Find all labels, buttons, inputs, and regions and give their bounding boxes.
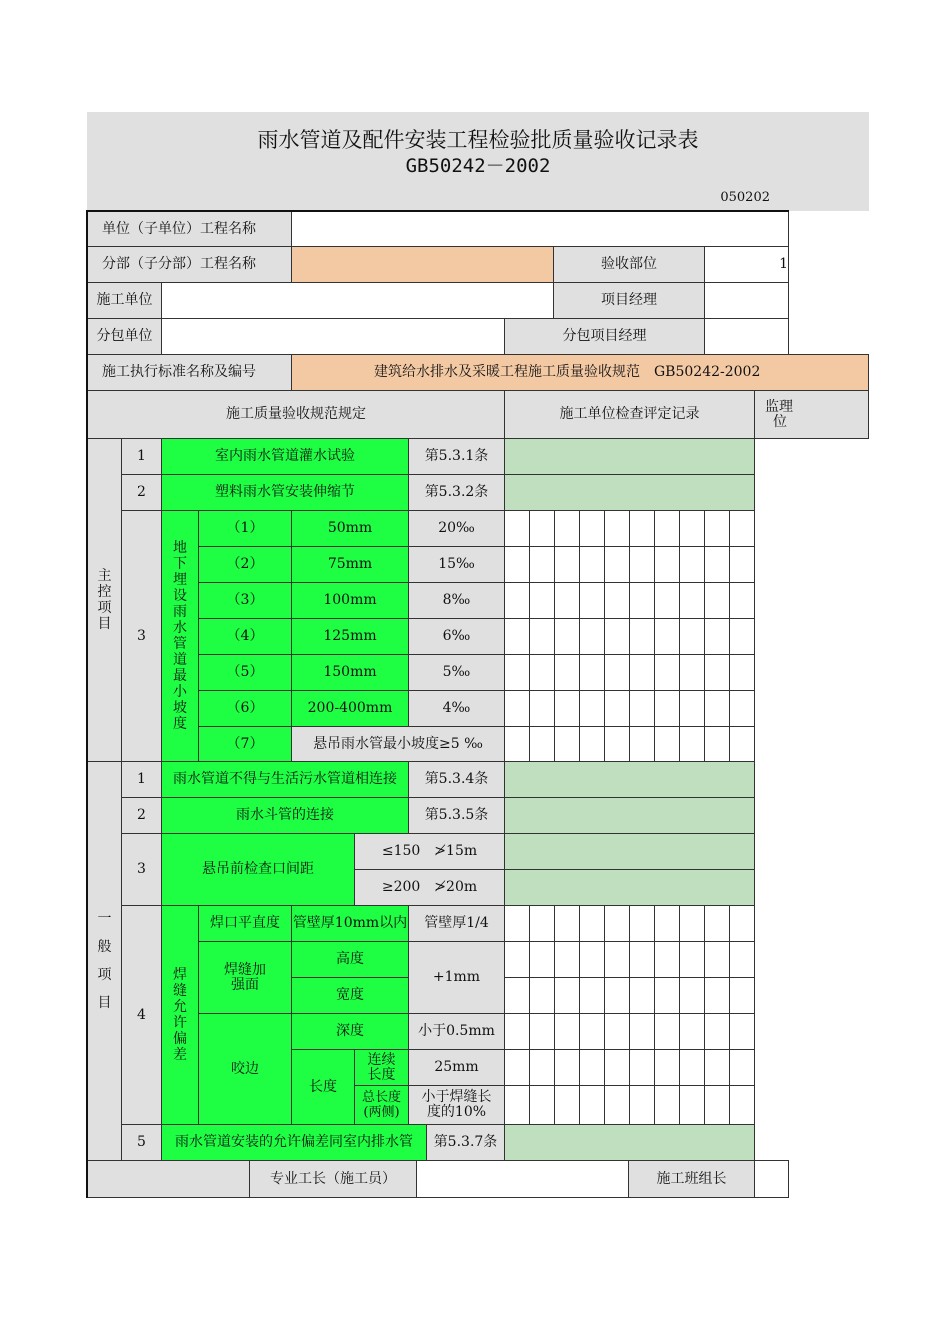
check-cell[interactable] xyxy=(504,726,530,762)
slope-row5-value: 5‰ xyxy=(408,654,505,691)
weld-width-label: 宽度 xyxy=(291,977,409,1014)
gen-item4-no: 4 xyxy=(121,905,162,1125)
gen-item5-record[interactable] xyxy=(504,1124,755,1161)
slope-row6-value: 4‰ xyxy=(408,690,505,727)
check-cell[interactable] xyxy=(604,726,630,762)
check-cell[interactable] xyxy=(629,726,655,762)
check-cell[interactable] xyxy=(704,1013,730,1050)
check-cell[interactable] xyxy=(504,941,530,978)
check-cell[interactable] xyxy=(729,1085,755,1125)
check-cell[interactable] xyxy=(579,905,605,942)
check-cell[interactable] xyxy=(629,905,655,942)
slope-row4-diameter: 125mm xyxy=(291,618,409,655)
check-cell[interactable] xyxy=(654,1085,680,1125)
check-cell[interactable] xyxy=(654,654,680,691)
check-cell[interactable] xyxy=(579,941,605,978)
check-cell[interactable] xyxy=(529,618,555,655)
footer-blank xyxy=(87,1160,250,1198)
standard-value: 建筑给水排水及采暖工程施工质量验收规范 GB50242-2002 xyxy=(291,354,869,391)
gen-item5-clause: 第5.3.7条 xyxy=(426,1124,505,1161)
check-cell[interactable] xyxy=(579,582,605,619)
check-cell[interactable] xyxy=(604,941,630,978)
slope-row7-text: 悬吊雨水管最小坡度≥5 ‰ xyxy=(291,726,505,762)
check-cell[interactable] xyxy=(729,546,755,583)
gen-item3-row1: ≤150 ≯15m xyxy=(354,833,505,870)
check-cell[interactable] xyxy=(629,546,655,583)
check-cell[interactable] xyxy=(604,618,630,655)
foreman-field[interactable] xyxy=(416,1160,629,1198)
standard-code: GB50242－2002 xyxy=(405,155,551,177)
check-cell[interactable] xyxy=(729,941,755,978)
check-cell[interactable] xyxy=(554,941,580,978)
check-cell[interactable] xyxy=(729,654,755,691)
check-cell[interactable] xyxy=(654,582,680,619)
gen-item1-name: 雨水管道不得与生活污水管道相连接 xyxy=(161,761,409,798)
supervisor-header-line1: 监理 xyxy=(765,398,793,415)
gen-item2-no: 2 xyxy=(121,797,162,834)
foreman-label: 专业工长（施工员） xyxy=(249,1160,417,1198)
subcontractor-label: 分包单位 xyxy=(87,318,162,355)
weld-flatness-condition: 管壁厚10mm以内 xyxy=(291,905,409,942)
form-left-border xyxy=(86,211,88,1198)
check-cell[interactable] xyxy=(579,1013,605,1050)
gen-item3-no: 3 xyxy=(121,833,162,906)
check-cell[interactable] xyxy=(579,977,605,1014)
check-cell[interactable] xyxy=(554,1085,580,1125)
gen-item5-name: 雨水管道安装的允许偏差同室内排水管 xyxy=(161,1124,427,1161)
check-cell[interactable] xyxy=(629,510,655,547)
check-cell[interactable] xyxy=(654,905,680,942)
check-cell[interactable] xyxy=(529,690,555,727)
check-cell[interactable] xyxy=(679,654,705,691)
continuous-length-value: 25mm xyxy=(408,1049,505,1086)
slope-row2-index: （2） xyxy=(198,546,292,583)
undercut-label: 咬边 xyxy=(198,1013,292,1125)
check-cell[interactable] xyxy=(604,582,630,619)
check-cell[interactable] xyxy=(729,1049,755,1086)
check-cell[interactable] xyxy=(729,1013,755,1050)
check-cell[interactable] xyxy=(579,726,605,762)
check-cell[interactable] xyxy=(504,582,530,619)
check-cell[interactable] xyxy=(679,1013,705,1050)
check-cell[interactable] xyxy=(504,905,530,942)
check-cell[interactable] xyxy=(704,977,730,1014)
check-cell[interactable] xyxy=(579,1049,605,1086)
check-cell[interactable] xyxy=(554,690,580,727)
check-cell[interactable] xyxy=(554,510,580,547)
check-cell[interactable] xyxy=(679,510,705,547)
total-length-value: 小于焊缝长度的10% xyxy=(408,1085,505,1125)
check-cell[interactable] xyxy=(729,977,755,1014)
check-cell[interactable] xyxy=(504,977,530,1014)
slope-row3-diameter: 100mm xyxy=(291,582,409,619)
check-cell[interactable] xyxy=(679,1085,705,1125)
check-cell[interactable] xyxy=(704,546,730,583)
check-cell[interactable] xyxy=(529,977,555,1014)
check-cell[interactable] xyxy=(604,1049,630,1086)
weld-flatness-label: 焊口平直度 xyxy=(198,905,292,942)
subcontractor-field[interactable] xyxy=(161,318,505,355)
check-cell[interactable] xyxy=(654,1013,680,1050)
check-cell[interactable] xyxy=(704,510,730,547)
gen-item3-row1-record[interactable] xyxy=(504,833,755,870)
check-cell[interactable] xyxy=(504,690,530,727)
check-cell[interactable] xyxy=(704,726,730,762)
project-manager-field[interactable] xyxy=(704,282,789,319)
gen-item2-name: 雨水斗管的连接 xyxy=(161,797,409,834)
mc-item2-no: 2 xyxy=(121,474,162,511)
check-cell[interactable] xyxy=(554,1013,580,1050)
check-cell[interactable] xyxy=(579,546,605,583)
mc-item2-name: 塑料雨水管安装伸缩节 xyxy=(161,474,409,511)
continuous-length-label: 连续长度 xyxy=(354,1049,409,1086)
undercut-length-label: 长度 xyxy=(291,1049,355,1125)
check-cell[interactable] xyxy=(529,582,555,619)
supervisor-header-line2: 位 xyxy=(773,413,787,430)
check-cell[interactable] xyxy=(554,582,580,619)
check-cell[interactable] xyxy=(704,1085,730,1125)
check-cell[interactable] xyxy=(704,1049,730,1086)
check-cell[interactable] xyxy=(579,654,605,691)
check-cell[interactable] xyxy=(679,941,705,978)
check-cell[interactable] xyxy=(704,582,730,619)
check-cell[interactable] xyxy=(604,977,630,1014)
check-cell[interactable] xyxy=(679,690,705,727)
check-cell[interactable] xyxy=(654,941,680,978)
check-cell[interactable] xyxy=(529,654,555,691)
check-cell[interactable] xyxy=(554,905,580,942)
check-cell[interactable] xyxy=(504,546,530,583)
slope-row1-index: （1） xyxy=(198,510,292,547)
slope-row6-index: （6） xyxy=(198,690,292,727)
subsection-label: 分部（子分部）工程名称 xyxy=(87,246,292,283)
check-cell[interactable] xyxy=(504,618,530,655)
check-cell[interactable] xyxy=(554,1049,580,1086)
check-cell[interactable] xyxy=(629,977,655,1014)
check-cell[interactable] xyxy=(604,546,630,583)
check-cell[interactable] xyxy=(579,1085,605,1125)
mc-item2-clause: 第5.3.2条 xyxy=(408,474,505,511)
check-cell[interactable] xyxy=(654,1049,680,1086)
main-control-label: 主控项目 xyxy=(87,438,122,762)
check-cell[interactable] xyxy=(679,726,705,762)
subsection-field[interactable] xyxy=(291,246,554,283)
team-leader-label: 施工班组长 xyxy=(628,1160,755,1198)
gen-item4-label: 焊缝允许偏差 xyxy=(161,905,199,1125)
slope-row1-value: 20‰ xyxy=(408,510,505,547)
slope-row4-index: （4） xyxy=(198,618,292,655)
check-cell[interactable] xyxy=(629,618,655,655)
check-cell[interactable] xyxy=(654,690,680,727)
sub-project-manager-label: 分包项目经理 xyxy=(504,318,705,355)
slope-row3-value: 8‰ xyxy=(408,582,505,619)
check-cell[interactable] xyxy=(604,1085,630,1125)
gen-item3-row2: ≥200 ≯20m xyxy=(354,869,505,906)
check-cell[interactable] xyxy=(604,1013,630,1050)
slope-row2-diameter: 75mm xyxy=(291,546,409,583)
check-cell[interactable] xyxy=(629,941,655,978)
sub-project-manager-field[interactable] xyxy=(704,318,789,355)
check-cell[interactable] xyxy=(504,654,530,691)
check-cell[interactable] xyxy=(504,1085,530,1125)
check-cell[interactable] xyxy=(579,690,605,727)
check-cell[interactable] xyxy=(629,1085,655,1125)
check-cell[interactable] xyxy=(679,1049,705,1086)
check-cell[interactable] xyxy=(529,905,555,942)
check-cell[interactable] xyxy=(729,618,755,655)
spec-header: 施工质量验收规范规定 xyxy=(87,390,505,439)
check-cell[interactable] xyxy=(729,905,755,942)
check-cell[interactable] xyxy=(504,1013,530,1050)
check-cell[interactable] xyxy=(554,977,580,1014)
check-cell[interactable] xyxy=(529,941,555,978)
check-cell[interactable] xyxy=(704,941,730,978)
check-cell[interactable] xyxy=(729,726,755,762)
check-cell[interactable] xyxy=(729,690,755,727)
undercut-depth-label: 深度 xyxy=(291,1013,409,1050)
check-cell[interactable] xyxy=(554,726,580,762)
mc-item3-label: 地下埋设雨水管道最小坡度 xyxy=(161,510,199,762)
check-cell[interactable] xyxy=(529,510,555,547)
mc-item2-record[interactable] xyxy=(504,474,755,511)
supervisor-header xyxy=(754,390,869,439)
check-cell[interactable] xyxy=(704,905,730,942)
gen-item3-row2-record[interactable] xyxy=(504,869,755,906)
weld-reinforce-label: 焊缝加强面 xyxy=(198,941,292,1014)
check-cell[interactable] xyxy=(504,510,530,547)
check-cell[interactable] xyxy=(654,618,680,655)
check-cell[interactable] xyxy=(579,510,605,547)
check-cell[interactable] xyxy=(679,546,705,583)
check-cell[interactable] xyxy=(554,654,580,691)
gen-item1-record[interactable] xyxy=(504,761,755,798)
check-cell[interactable] xyxy=(729,582,755,619)
gen-item2-record[interactable] xyxy=(504,797,755,834)
slope-row1-diameter: 50mm xyxy=(291,510,409,547)
check-cell[interactable] xyxy=(604,905,630,942)
weld-height-label: 高度 xyxy=(291,941,409,978)
unit-project-field[interactable] xyxy=(291,211,789,247)
check-cell[interactable] xyxy=(579,618,605,655)
contractor-label: 施工单位 xyxy=(87,282,162,319)
check-cell[interactable] xyxy=(629,654,655,691)
team-leader-field[interactable] xyxy=(754,1160,789,1198)
check-cell[interactable] xyxy=(529,1049,555,1086)
check-cell[interactable] xyxy=(629,1013,655,1050)
general-label: 一般项目 xyxy=(87,761,122,1161)
check-cell[interactable] xyxy=(554,618,580,655)
check-cell[interactable] xyxy=(629,582,655,619)
acceptance-part-label: 验收部位 xyxy=(553,246,705,283)
mc-item1-clause: 第5.3.1条 xyxy=(408,438,505,475)
mc-item1-name: 室内雨水管道灌水试验 xyxy=(161,438,409,475)
form-top-border xyxy=(86,210,789,212)
check-cell[interactable] xyxy=(679,618,705,655)
unit-project-label: 单位（子单位）工程名称 xyxy=(87,211,292,247)
slope-row4-value: 6‰ xyxy=(408,618,505,655)
check-cell[interactable] xyxy=(654,977,680,1014)
form-code: 050202 xyxy=(720,190,770,205)
check-cell[interactable] xyxy=(654,546,680,583)
gen-item3-name: 悬吊前检查口间距 xyxy=(161,833,355,906)
check-cell[interactable] xyxy=(704,654,730,691)
mc-item3-no: 3 xyxy=(121,510,162,762)
mc-item1-no: 1 xyxy=(121,438,162,475)
check-cell[interactable] xyxy=(629,1049,655,1086)
check-cell[interactable] xyxy=(554,546,580,583)
slope-row2-value: 15‰ xyxy=(408,546,505,583)
check-cell[interactable] xyxy=(654,510,680,547)
check-cell[interactable] xyxy=(604,510,630,547)
gen-item5-no: 5 xyxy=(121,1124,162,1161)
slope-row3-index: （3） xyxy=(198,582,292,619)
check-cell[interactable] xyxy=(629,690,655,727)
slope-row5-diameter: 150mm xyxy=(291,654,409,691)
slope-row5-index: （5） xyxy=(198,654,292,691)
standard-label: 施工执行标准名称及编号 xyxy=(87,354,292,391)
gen-item2-clause: 第5.3.5条 xyxy=(408,797,505,834)
gen-item1-clause: 第5.3.4条 xyxy=(408,761,505,798)
page-title: 雨水管道及配件安装工程检验批质量验收记录表 xyxy=(257,128,699,152)
check-cell[interactable] xyxy=(529,726,555,762)
check-cell[interactable] xyxy=(704,690,730,727)
acceptance-part-field[interactable]: 1 xyxy=(704,246,789,283)
record-header: 施工单位检查评定记录 xyxy=(504,390,755,439)
project-manager-label: 项目经理 xyxy=(553,282,705,319)
weld-flatness-value: 管壁厚1/4 xyxy=(408,905,505,942)
weld-reinforce-value: +1mm xyxy=(408,941,505,1014)
slope-row6-diameter: 200-400mm xyxy=(291,690,409,727)
undercut-depth-value: 小于0.5mm xyxy=(408,1013,505,1050)
check-cell[interactable] xyxy=(529,1085,555,1125)
check-cell[interactable] xyxy=(529,546,555,583)
check-cell[interactable] xyxy=(654,726,680,762)
contractor-field[interactable] xyxy=(161,282,554,319)
total-length-label: 总长度(两侧) xyxy=(354,1085,409,1125)
check-cell[interactable] xyxy=(729,510,755,547)
check-cell[interactable] xyxy=(704,618,730,655)
check-cell[interactable] xyxy=(529,1013,555,1050)
mc-item1-record[interactable] xyxy=(504,438,755,475)
check-cell[interactable] xyxy=(679,977,705,1014)
gen-item1-no: 1 xyxy=(121,761,162,798)
check-cell[interactable] xyxy=(504,1049,530,1086)
slope-row7-index: （7） xyxy=(198,726,292,762)
check-cell[interactable] xyxy=(679,905,705,942)
check-cell[interactable] xyxy=(604,690,630,727)
check-cell[interactable] xyxy=(679,582,705,619)
check-cell[interactable] xyxy=(604,654,630,691)
